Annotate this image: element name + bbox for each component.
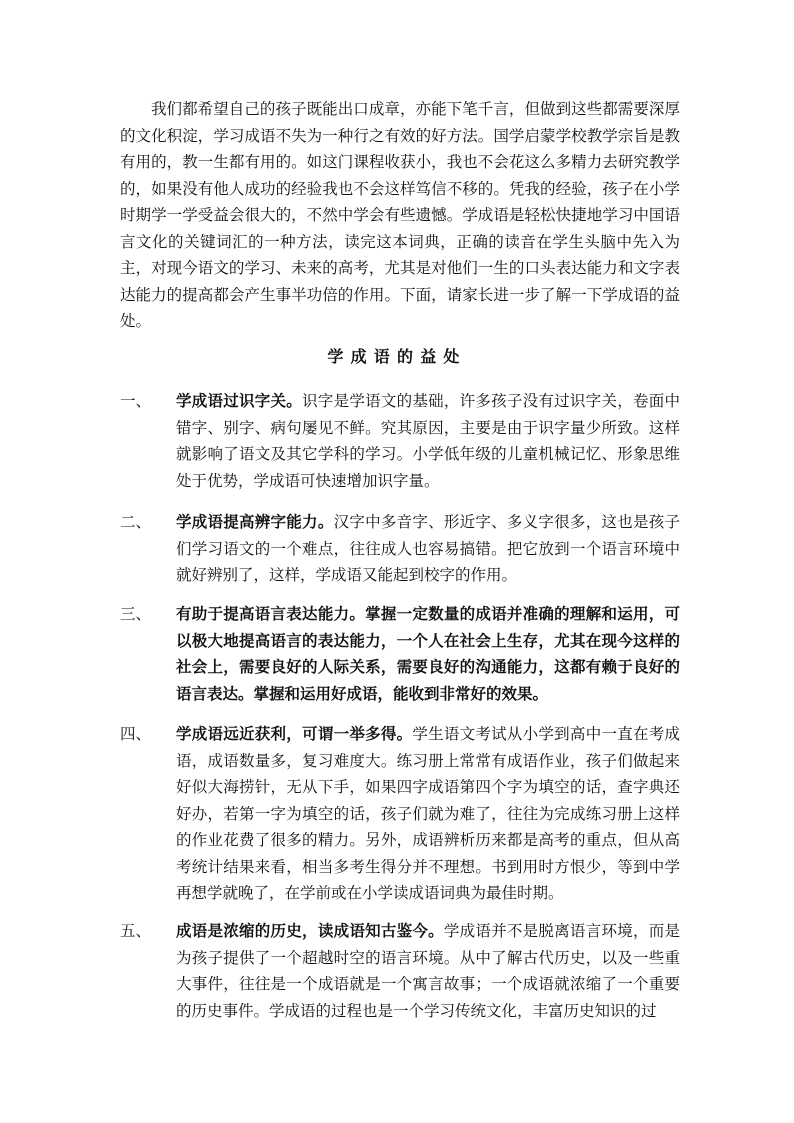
item-number: 四、 [120,725,152,743]
item-number: 二、 [120,513,152,531]
item-body: 识字是学语文的基础，许多孩子没有过识字关，卷面中错字、别字、病句屡见不鲜。究其原因，主要是由于识字量少所致。这样就影响了语文及其它学科的学习。小学低年级的儿童机械记忆、形象思维处于优势，学成语可快速增加识字量。 [176,392,680,490]
item-heading: 学成语远近获利，可谓一举多得。 [176,724,413,743]
section-title: 学成语的益处 [327,347,467,366]
list-item-2 [120,509,680,589]
intro-paragraph: 我们都希望自己的孩子既能出口成章，亦能下笔千言，但做到这些都需要深厚的文化积淀，学习成语不失为一种行之有效的好方法。国学启蒙学校教学宗旨是教有用的，教一生都有用的。如这门课程收获小，我也不会花这么多精力去研究教学的，如果没有他人成功的经验我也不会这样笃信不移的。凭我的经验，孩子在小学时期学一学受益会很大的，不然中学会有些遗憾。学成语是轻松快捷地学习中国语言文化的关键词汇的一种方法，读完这本词典，正确的读音在学生头脑中先入为主，对现今语文的学习、未来的高考，尤其是对他们一生的口头表达能力和文字表达能力的提高都会产生事半功倍的作用。下面，请家长进一步了解一下学成语的益处。 [120,100,680,330]
item-number: 五、 [120,922,152,940]
list-item-1 [120,388,680,494]
list-item-4 [120,721,680,907]
list-item-3 [120,601,680,707]
item-body: 掌握一定数量的成语并准确的理解和运用，可以极大地提高语言的表达能力，一个人在社会上生存，尤其在现今这样的社会上，需要良好的人际关系，需要良好的沟通能力，这都有赖于良好的语言表达。掌握和运用好成语，能收到非常好的效果。 [176,604,680,703]
item-heading: 学成语过识字关。 [176,391,303,410]
item-body: 学生语文考试从小学到高中一直在考成语，成语数量多，复习难度大。练习册上常常有成语作业，孩子们做起来好似大海捞针，无从下手，如果四字成语第四个字为填空的话，查字典还好办，若第一字为填空的话，孩子们就为难了，往往为完成练习册上这样的作业花费了很多的精力。另外，成语辨析历来都是高考的重点，但从高考统计结果来看，相当多考生得分并不理想。书到用时方恨少，等到中学再想学就晚了，在学前或在小学读成语词典为最佳时期。 [176,725,680,902]
item-text [176,509,680,589]
item-number: 三、 [120,605,152,623]
item-body: 汉字中多音字、形近字、多义字很多，这也是孩子们学习语文的一个难点，往往成人也容易搞错。把它放到一个语言环境中就好辨别了，这样，学成语又能起到校字的作用。 [176,513,680,584]
item-heading: 学成语提高辨字能力。 [176,512,334,531]
item-text [176,601,680,707]
item-text [176,388,680,494]
list-item-5 [120,918,680,1024]
item-text [176,918,680,1024]
item-body: 学成语并不是脱离语言环境，而是为孩子提供了一个超越时空的语言环境。从中了解古代历史，以及一些重大事件，往往是一个成语就是一个寓言故事；一个成语就浓缩了一个重要的历史事件。学成语的过程也是一个学习传统文化，丰富历史知识的过 [176,922,680,1020]
item-number: 一、 [120,392,152,410]
item-heading: 有助于提高语言表达能力。 [176,604,366,623]
item-heading: 成语是浓缩的历史，读成语知古鉴今。 [176,921,444,940]
item-text [176,721,680,907]
